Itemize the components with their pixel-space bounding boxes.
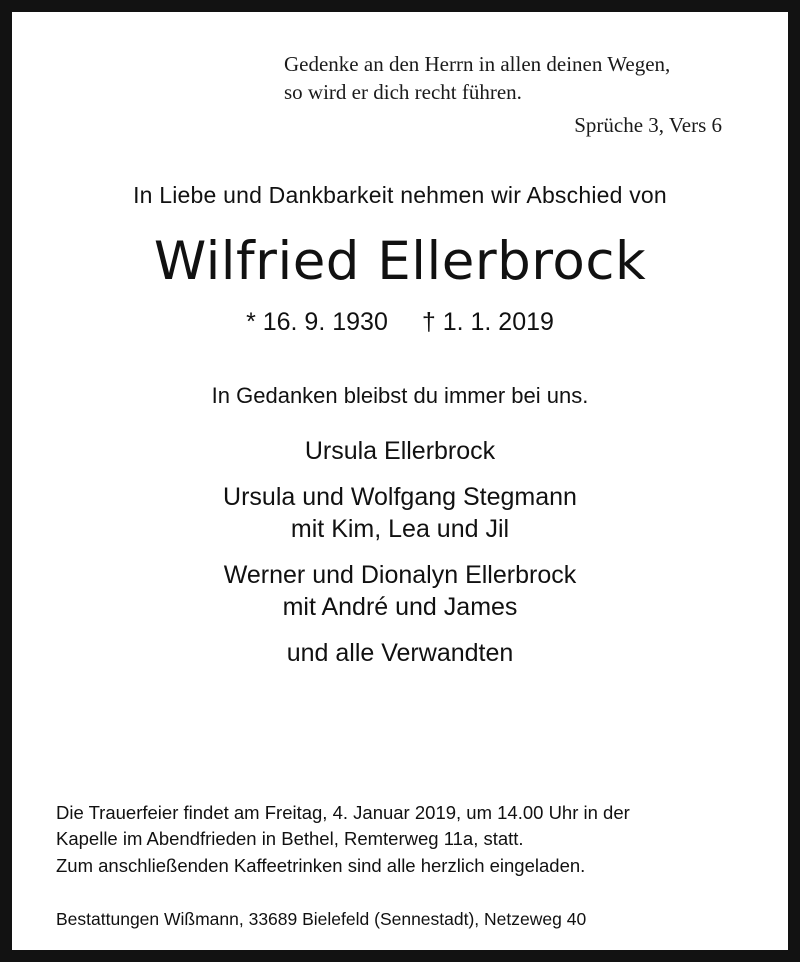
birth-date: * 16. 9. 1930: [246, 307, 388, 336]
mourner-relatives: und alle Verwandten: [286, 638, 514, 667]
ceremony-line-1: Die Trauerfeier findet am Freitag, 4. Januar 2019, um 14.00 Uhr in der: [56, 802, 630, 824]
list-item: [56, 481, 744, 545]
mourner-children: mit Kim, Lea und Jil: [290, 514, 510, 543]
verse-line-1: Gedenke an den Herrn in allen deinen Wegen,: [284, 52, 671, 76]
deceased-name: Wilfried Ellerbrock: [153, 230, 647, 292]
ceremony-line-2: Kapelle im Abendfrieden in Bethel, Remterweg 11a, statt.: [56, 828, 524, 850]
mourner-name: Werner und Dionalyn Ellerbrock: [223, 560, 577, 589]
mourner-name: Ursula und Wolfgang Stegmann: [223, 482, 577, 511]
verse-line-2: so wird er dich recht führen.: [284, 80, 522, 105]
ceremony-details: [56, 800, 744, 879]
list-item: [56, 637, 744, 669]
mourner-children: mit André und James: [282, 592, 518, 621]
verse-block: [56, 50, 744, 107]
list-item: [56, 435, 744, 467]
spacer: [56, 683, 744, 767]
mourner-name: Ursula Ellerbrock: [304, 436, 496, 465]
verse-reference: Sprüche 3, Vers 6: [574, 112, 722, 137]
intro-text: In Liebe und Dankbarkeit nehmen wir Abschied von: [133, 181, 667, 208]
life-dates: [56, 308, 744, 337]
funeral-home-info: Bestattungen Wißmann, 33689 Bielefeld (Sennestadt), Netzeweg 40: [56, 909, 587, 929]
death-date: † 1. 1. 2019: [421, 307, 554, 336]
ceremony-line-3: Zum anschließenden Kaffeetrinken sind alle herzlich eingeladen.: [56, 854, 586, 876]
mourners-list: [56, 435, 744, 683]
memorial-motto: In Gedanken bleibst du immer bei uns.: [211, 382, 589, 408]
list-item: [56, 559, 744, 623]
